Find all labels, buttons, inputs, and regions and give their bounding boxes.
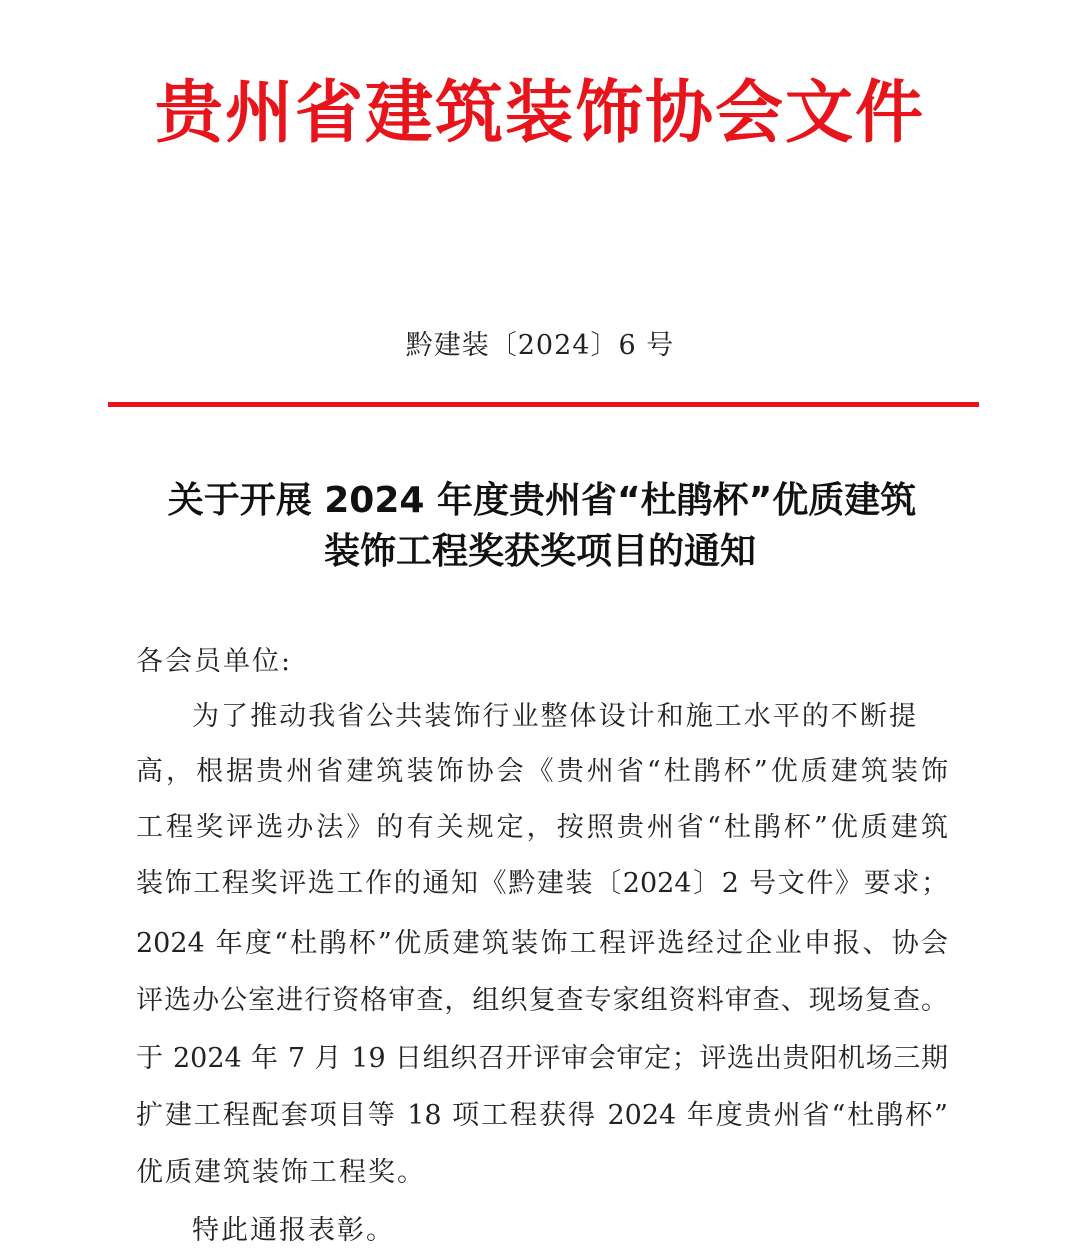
paragraph-line: 工程奖评选办法》的有关规定，按照贵州省“杜鹃杯”优质建筑 xyxy=(136,812,948,843)
document-header-title: 贵州省建筑装饰协会文件 xyxy=(154,74,925,153)
paragraph-line: 扩建工程配套项目等 18 项工程获得 2024 年度贵州省“杜鹃杯” xyxy=(136,1100,948,1131)
paragraph-line: 2024 年度“杜鹃杯”优质建筑装饰工程评选经过企业申报、协会 xyxy=(136,928,948,959)
paragraph-line: 于 2024 年 7 月 19 日组织召开评审会审定；评选出贵阳机场三期 xyxy=(136,1043,948,1074)
paragraph-line: 为了推动我省公共装饰行业整体设计和施工水平的不断提 xyxy=(192,701,916,732)
red-divider-line xyxy=(108,402,979,407)
salutation: 各会员单位: xyxy=(136,646,293,677)
closing-statement: 特此通报表彰。 xyxy=(192,1215,395,1246)
notice-title-line-1: 关于开展 2024 年度贵州省“杜鹃杯”优质建筑 xyxy=(167,480,917,521)
paragraph-line: 优质建筑装饰工程奖。 xyxy=(136,1157,426,1188)
notice-title-line-2: 装饰工程奖获奖项目的通知 xyxy=(323,531,756,572)
document-number: 黔建装〔2024〕6 号 xyxy=(405,330,675,361)
paragraph-line: 高，根据贵州省建筑装饰协会《贵州省“杜鹃杯”优质建筑装饰 xyxy=(136,756,948,787)
paragraph-line: 评选办公室进行资格审查，组织复查专家组资料审查、现场复查。 xyxy=(136,985,948,1016)
paragraph-line: 装饰工程奖评选工作的通知《黔建装〔2024〕2 号文件》要求； xyxy=(136,868,948,899)
